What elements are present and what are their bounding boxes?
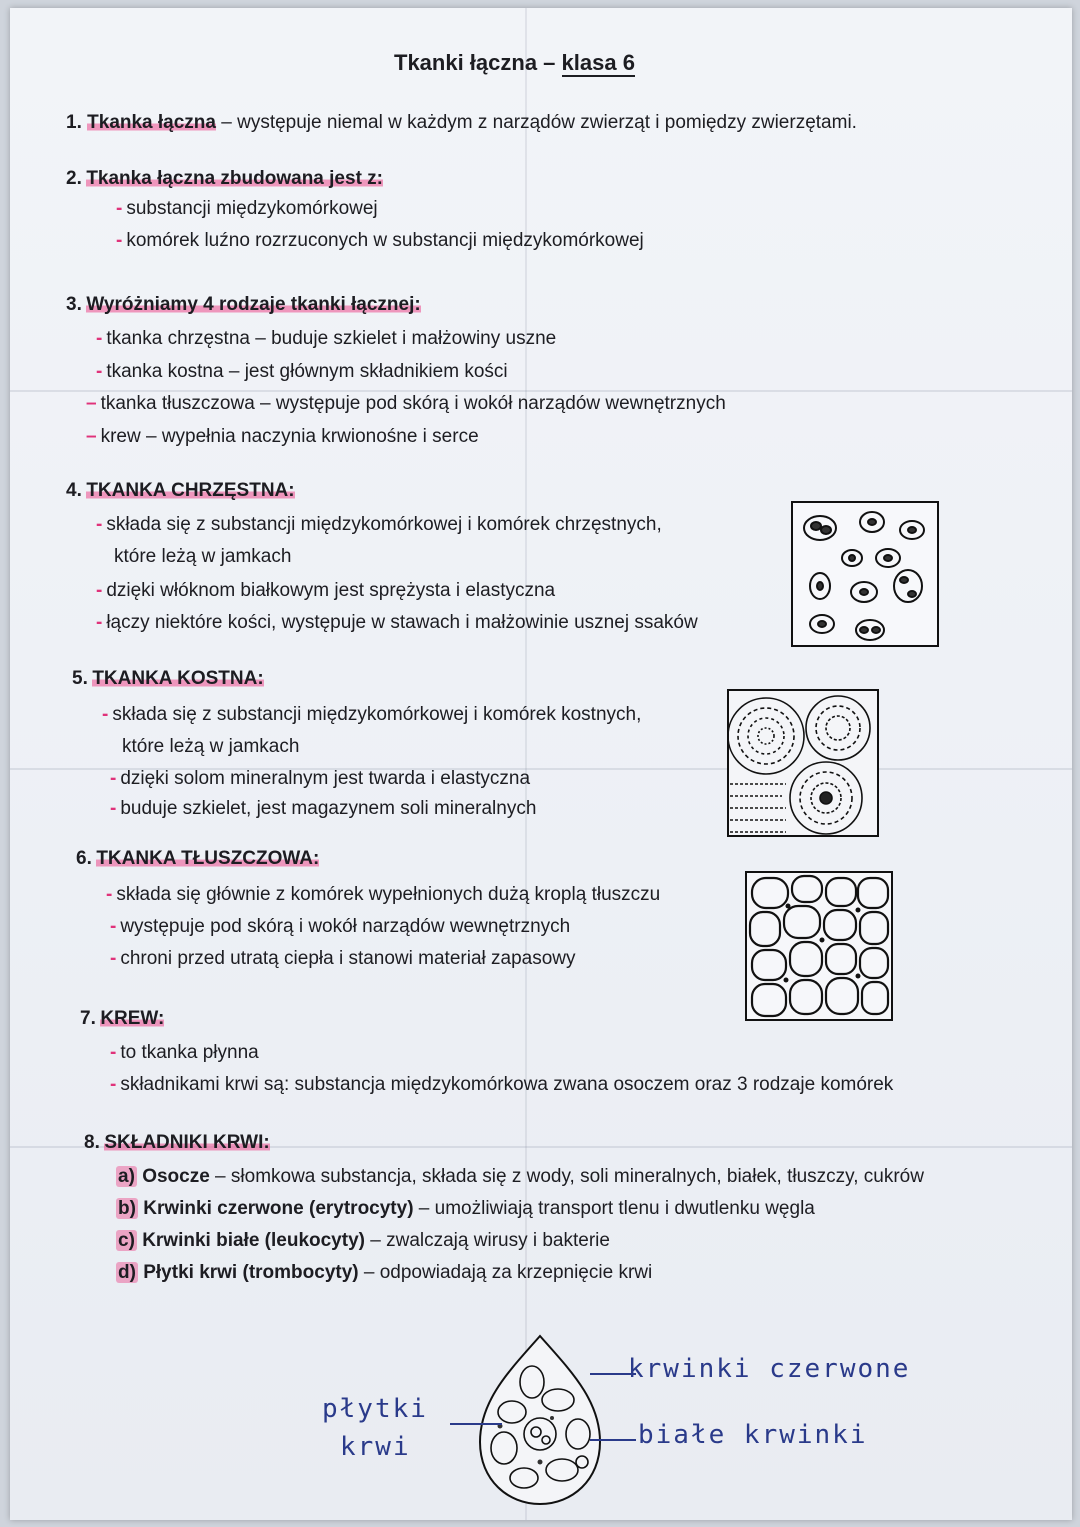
- fold-line: [10, 390, 1072, 392]
- list-item: d) Płytki krwi (trombocyty) – odpowiadają za krzepnięcie krwi: [118, 1262, 653, 1283]
- blood-drop-figure: [440, 1330, 640, 1510]
- list-item: a) Osocze – słomkowa substancja, składa się z wody, soli mineralnych, białek, tłuszczy, cukrów: [118, 1166, 924, 1187]
- list-item: - tkanka chrzęstna – buduje szkielet i małżowiny uszne: [96, 328, 557, 349]
- section-8-heading: [84, 1132, 270, 1154]
- list-item: - składa się z substancji międzykomórkowej i komórek chrzęstnych,: [96, 514, 662, 535]
- section-text: – występuje niemal w każdym z narządów zwierząt i pomiędzy zwierzętami.: [215, 112, 857, 133]
- section-1: [66, 112, 857, 134]
- list-item: - łączy niektóre kości, występuje w stawach i małżowinie usznej ssaków: [96, 612, 698, 633]
- handwritten-platelets-line2: krwi: [340, 1432, 411, 1462]
- bone-tissue-figure: [726, 688, 880, 838]
- section-number: 3.: [66, 294, 82, 315]
- list-item: - chroni przed utratą ciepła i stanowi materiał zapasowy: [110, 948, 576, 969]
- section-heading: Tkanka łączna: [87, 112, 216, 133]
- section-heading: TKANKA KOSTNA:: [92, 668, 264, 689]
- section-number: 2.: [66, 168, 82, 189]
- handwritten-platelets-line1: płytki: [322, 1394, 428, 1424]
- section-4-heading: [66, 480, 295, 502]
- section-number: 1.: [66, 112, 82, 133]
- section-2-heading: [66, 168, 383, 190]
- section-heading: TKANKA TŁUSZCZOWA:: [96, 848, 320, 869]
- section-number: 5.: [72, 668, 88, 689]
- section-7-heading: [80, 1008, 164, 1030]
- list-item: - składa się głównie z komórek wypełnionych dużą kroplą tłuszczu: [106, 884, 661, 905]
- section-heading: Wyróżniamy 4 rodzaje tkanki łącznej:: [86, 294, 421, 315]
- page-title: [394, 50, 635, 76]
- section-5-heading: [72, 668, 264, 690]
- list-item: - tkanka kostna – jest głównym składnikiem kości: [96, 361, 508, 382]
- list-item: c) Krwinki białe (leukocyty) – zwalczają wirusy i bakterie: [118, 1230, 610, 1251]
- list-item: - dzięki włóknom białkowym jest sprężysta i elastyczna: [96, 580, 556, 601]
- list-item: - buduje szkielet, jest magazynem soli mineralnych: [110, 798, 537, 819]
- title-main: Tkanki łączna –: [394, 50, 562, 75]
- list-item: które leżą w jamkach: [114, 546, 292, 567]
- section-number: 8.: [84, 1132, 100, 1153]
- title-class: klasa 6: [561, 50, 635, 75]
- list-item: b) Krwinki czerwone (erytrocyty) – umożliwiają transport tlenu i dwutlenku węgla: [118, 1198, 815, 1219]
- list-item: – tkanka tłuszczowa – występuje pod skórą i wokół narządów wewnętrznych: [86, 393, 726, 414]
- section-heading: KREW:: [100, 1008, 165, 1029]
- section-3-heading: [66, 294, 421, 316]
- list-item: - komórek luźno rozrzuconych w substancji międzykomórkowej: [116, 230, 644, 251]
- handwritten-red-cells: krwinki czerwone: [628, 1354, 911, 1384]
- section-number: 4.: [66, 480, 82, 501]
- list-item: - dzięki solom mineralnym jest twarda i elastyczna: [110, 768, 531, 789]
- section-number: 6.: [76, 848, 92, 869]
- section-number: 7.: [80, 1008, 96, 1029]
- list-item: - substancji międzykomórkowej: [116, 198, 378, 219]
- document-page: [10, 8, 1072, 1520]
- handwritten-white-cells: białe krwinki: [638, 1420, 868, 1450]
- list-item: – krew – wypełnia naczynia krwionośne i serce: [86, 426, 479, 447]
- list-item: - składa się z substancji międzykomórkowej i komórek kostnych,: [102, 704, 642, 725]
- section-heading: TKANKA CHRZĘSTNA:: [86, 480, 295, 501]
- list-item: - to tkanka płynna: [110, 1042, 259, 1063]
- section-heading: Tkanka łączna zbudowana jest z:: [86, 168, 384, 189]
- list-item: które leżą w jamkach: [122, 736, 300, 757]
- list-item: - składnikami krwi są: substancja międzykomórkowa zwana osoczem oraz 3 rodzaje komórek: [110, 1074, 894, 1095]
- cartilage-tissue-figure: [790, 500, 940, 648]
- section-6-heading: [76, 848, 319, 870]
- list-item: - występuje pod skórą i wokół narządów wewnętrznych: [110, 916, 571, 937]
- section-heading: SKŁADNIKI KRWI:: [104, 1132, 270, 1153]
- adipose-tissue-figure: [744, 870, 894, 1022]
